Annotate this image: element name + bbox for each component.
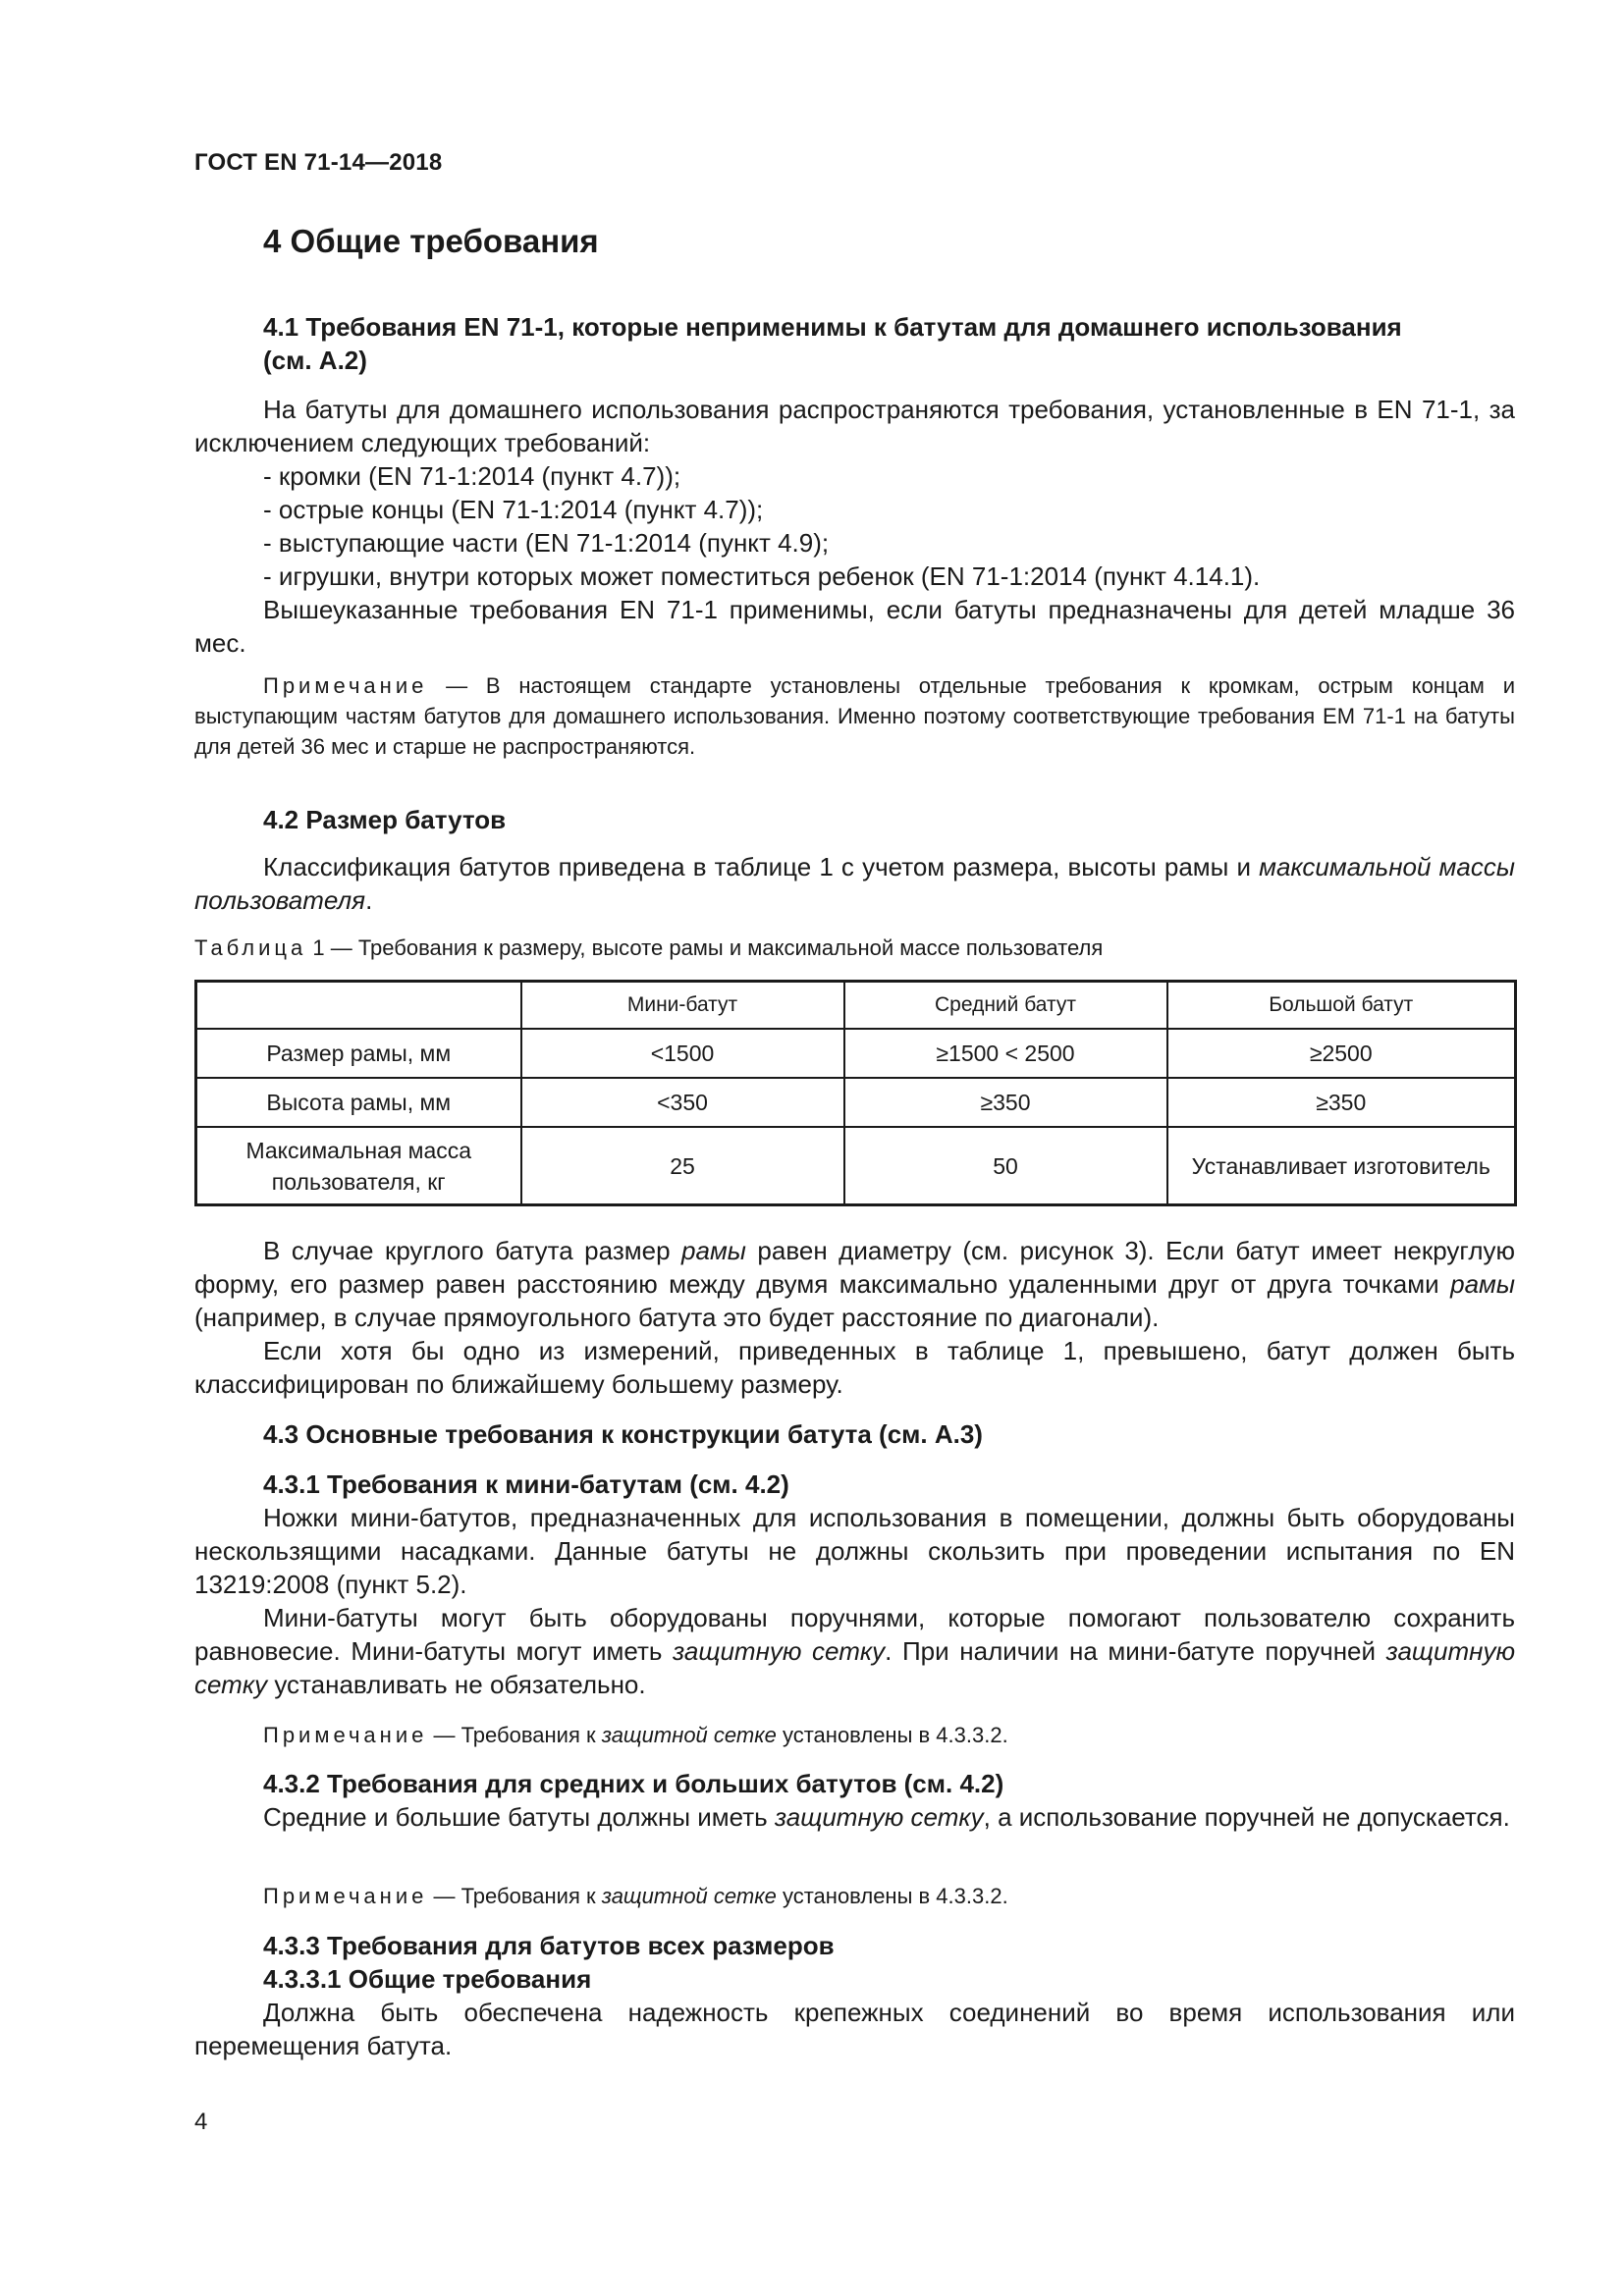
- table-cell: Максимальная масса пользователя, кг: [196, 1127, 521, 1205]
- section-4-3-heading: 4.3 Основные требования к конструкции батута (см. А.3): [263, 1419, 983, 1449]
- table-header-cell: Средний батут: [844, 982, 1167, 1030]
- section-4-3-3-1-paragraph: Должна быть обеспечена надежность крепежных соединений во время использования или перемещения батута.: [194, 1998, 1515, 2060]
- table-cell: ≥2500: [1167, 1029, 1516, 1078]
- page-number: 4: [194, 2109, 208, 2135]
- table-row: [196, 1127, 1516, 1205]
- document-code-header: ГОСТ EN 71-14—2018: [194, 149, 443, 176]
- section-4-3-1-paragraph-1: Ножки мини-батутов, предназначенных для использования в помещении, должны быть оборудованы нескользящими насадками. Данные батуты не должны скользить при проведении испытания по EN 13219:2008 (пункт 5.2).: [194, 1503, 1515, 1599]
- table-cell: Высота рамы, мм: [196, 1078, 521, 1127]
- section-4-3-1-note: Примечание — Требования к защитной сетке установлены в 4.3.3.2.: [263, 1723, 1008, 1747]
- section-4-2-heading: 4.2 Размер батутов: [263, 805, 507, 834]
- section-4-1-note: Примечание — В настоящем стандарте установлены отдельные требования к кромкам, острым концам и выступающим частям батутов для домашнего использования. Именно поэтому соответствующие требования ЕМ 71-1 на батуты для детей 36 мес и старше не распространяются.: [194, 673, 1515, 759]
- table-cell: <1500: [521, 1029, 844, 1078]
- table-cell: ≥350: [1167, 1078, 1516, 1127]
- table-cell: 25: [521, 1127, 844, 1205]
- table-header-cell: Мини-батут: [521, 982, 844, 1030]
- section-4-2-paragraph-2: Если хотя бы одно из измерений, приведенных в таблице 1, превышено, батут должен быть классифицирован по ближайшему большему размеру.: [194, 1336, 1515, 1399]
- list-item: - игрушки, внутри которых может поместиться ребенок (EN 71-1:2014 (пункт 4.14.1).: [263, 561, 1261, 591]
- section-4-1-heading-line1: 4.1 Требования EN 71-1, которые неприменимы к батутам для домашнего использования: [263, 312, 1402, 342]
- table-cell: ≥350: [844, 1078, 1167, 1127]
- table-cell: ≥1500 < 2500: [844, 1029, 1167, 1078]
- section-4-3-1-paragraph-2: Мини-батуты могут быть оборудованы поручнями, которые помогают пользователю сохранить равновесие. Мини-батуты могут иметь защитную сетку. При наличии на мини-батуте поручней защитную сетку устанавливать не обязательно.: [194, 1603, 1516, 1699]
- table-cell: Устанавливает изготовитель: [1167, 1127, 1516, 1205]
- table-1-caption: Таблица 1 — Требования к размеру, высоте рамы и максимальной массе пользователя: [194, 935, 1104, 960]
- table-cell: Размер рамы, мм: [196, 1029, 521, 1078]
- section-4-3-2-heading: 4.3.2 Требования для средних и больших батутов (см. 4.2): [263, 1769, 1004, 1798]
- trampoline-size-table: [194, 980, 1517, 1206]
- section-4-1-intro: На батуты для домашнего использования распространяются требования, установленные в EN 71-1, за исключением следующих требований:: [194, 395, 1515, 457]
- section-4-title: 4 Общие требования: [263, 223, 599, 259]
- table-row: [196, 1078, 1516, 1127]
- table-header-cell: [196, 982, 521, 1030]
- section-4-2-paragraph-1: В случае круглого батута размер рамы равен диаметру (см. рисунок 3). Если батут имеет некруглую форму, его размер равен расстоянию между двумя максимально удаленными друг от друга точками рамы (например, в случае прямоугольного батута это будет расстояние по диагонали).: [194, 1236, 1515, 1332]
- section-4-3-3-heading: 4.3.3 Требования для батутов всех размеров: [263, 1931, 835, 1960]
- table-cell: <350: [521, 1078, 844, 1127]
- section-4-1-after: Вышеуказанные требования EN 71-1 применимы, если батуты предназначены для детей младше 36 мес.: [194, 595, 1515, 658]
- list-item: - кромки (EN 71-1:2014 (пункт 4.7));: [263, 461, 681, 491]
- section-4-3-3-1-heading: 4.3.3.1 Общие требования: [263, 1964, 592, 1994]
- table-row: [196, 1029, 1516, 1078]
- table-cell: 50: [844, 1127, 1167, 1205]
- section-4-2-intro: Классификация батутов приведена в таблице 1 с учетом размера, высоты рамы и максимальной массы пользователя.: [194, 852, 1515, 915]
- table-header-row: [196, 982, 1516, 1030]
- list-item: - выступающие части (EN 71-1:2014 (пункт 4.9);: [263, 528, 830, 558]
- section-4-3-2-paragraph: Средние и большие батуты должны иметь защитную сетку, а использование поручней не допускается.: [263, 1802, 1510, 1832]
- section-4-3-2-note: Примечание — Требования к защитной сетке установлены в 4.3.3.2.: [263, 1884, 1008, 1908]
- section-4-1-heading-line2: (см. А.2): [263, 346, 367, 375]
- table-header-cell: Большой батут: [1167, 982, 1516, 1030]
- section-4-3-1-heading: 4.3.1 Требования к мини-батутам (см. 4.2): [263, 1469, 789, 1499]
- list-item: - острые концы (EN 71-1:2014 (пункт 4.7));: [263, 495, 764, 524]
